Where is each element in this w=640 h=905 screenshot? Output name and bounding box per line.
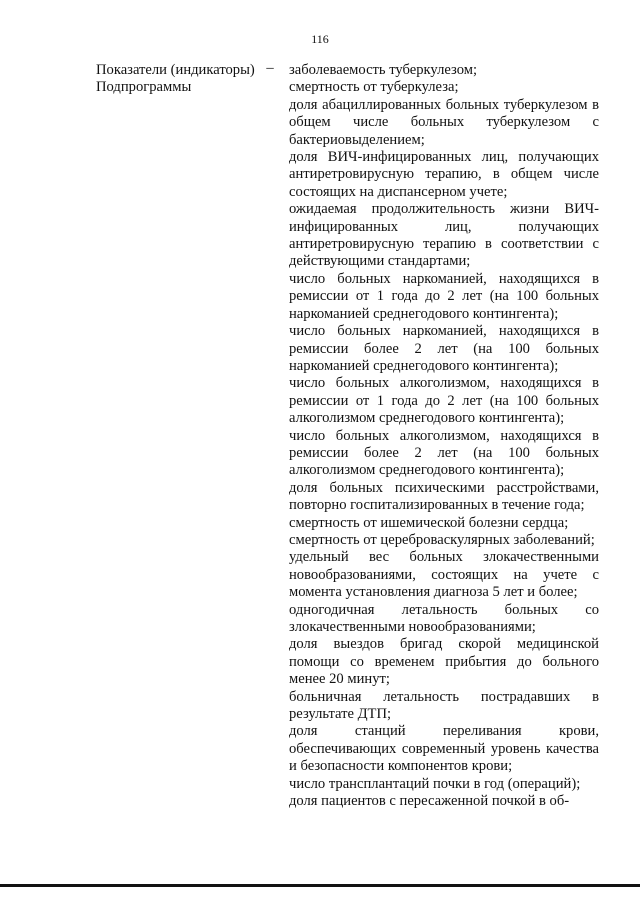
section-label: Показатели (индикаторы) Подпрограммы [96,62,255,96]
list-item: одногодичная летальность больных со злокачественными новообразованиями; [289,601,599,635]
list-item: доля ВИЧ-инфицированных лиц, получающих антиретровирусную терапию, в общем числе состоящих на диспансерном учете; [289,149,599,200]
bottom-rule [0,884,640,887]
list-item: ожидаемая продолжительность жизни ВИЧ-инфицированных лиц, получающих антиретровирусную терапию в соответствии с действующими стандартами; [289,201,599,270]
list-item: доля выездов бригад скорой медицинской помощи со временем прибытия до больного менее 20 минут; [289,636,599,688]
list-item: смертность от цереброваскулярных заболеваний; [289,531,595,548]
list-item: доля станций переливания крови, обеспечивающих современный уровень качества и безопасности компонентов крови; [289,723,599,775]
list-item: больничная летальность пострадавших в результате ДТП; [289,688,599,723]
page-number: 116 [311,32,329,46]
list-item: смертность от ишемической болезни сердца; [289,514,569,531]
list-item: число больных наркоманией, находящихся в ремиссии от 1 года до 2 лет (на 100 больных наркоманией среднегодового контингента); [289,270,599,322]
list-item: удельный вес больных злокачественными новообразованиями, состоящих на учете с момента установления диагноза 5 лет и более; [289,549,599,601]
list-item: число трансплантаций почки в год (операций); [289,775,581,792]
list-item: смертность от туберкулеза; [289,79,459,96]
indicator-list [289,62,599,810]
list-item: число больных алкоголизмом, находящихся в ремиссии более 2 лет (на 100 больных алкоголизмом среднегодового контингента); [289,427,599,479]
dash-separator: – [266,60,274,76]
list-item: заболеваемость туберкулезом; [289,62,478,78]
list-item: доля больных психическими расстройствами, повторно госпитализированных в течение года; [289,479,599,514]
list-item: число больных алкоголизмом, находящихся в ремиссии от 1 года до 2 лет (на 100 больных алкоголизмом среднегодового контингента); [289,375,599,427]
list-item: доля пациентов с пересаженной почкой в об- [289,793,570,810]
list-item: доля абациллированных больных туберкулезом в общем числе больных туберкулезом с бактериовыделением; [289,96,599,148]
list-item: число больных наркоманией, находящихся в ремиссии более 2 лет (на 100 больных наркоманией среднегодового контингента); [289,323,599,374]
